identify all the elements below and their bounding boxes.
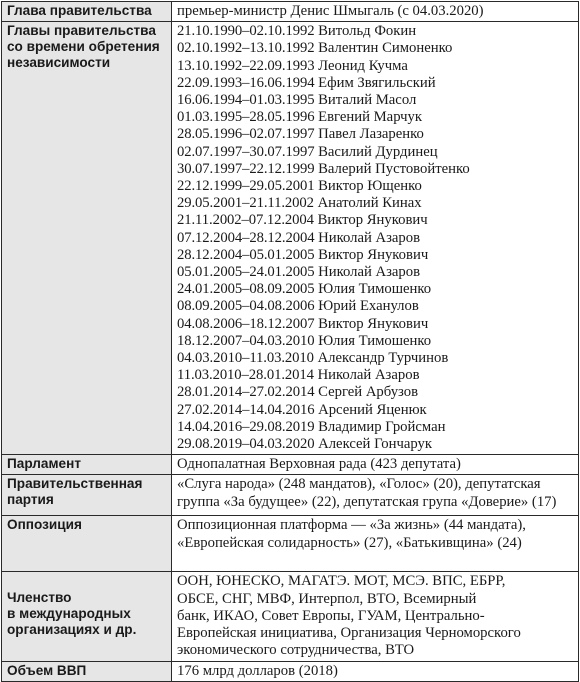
former-head-dates: 05.01.2005–24.01.2005: [177, 264, 315, 281]
former-head-item: [177, 402, 574, 419]
former-head-item: [177, 58, 574, 75]
former-head-item: [177, 367, 574, 384]
former-head-item: [177, 161, 574, 178]
head-of-government-value: премьер-министр Денис Шмыгаль (с 04.03.2020): [172, 2, 579, 22]
former-head-name: Николай Азаров: [318, 229, 421, 246]
former-head-name: Василий Дурдинец: [318, 143, 438, 160]
former-head-item: [177, 316, 574, 333]
former-head-name: Валерий Пустовойтенко: [318, 160, 470, 177]
former-head-item: [177, 298, 574, 315]
former-head-item: [177, 230, 574, 247]
former-head-name: Николай Азаров: [318, 264, 421, 281]
former-head-item: [177, 144, 574, 161]
former-head-dates: 21.11.2002–07.12.2004: [177, 212, 314, 229]
former-head-dates: 08.09.2005–04.08.2006: [177, 298, 315, 315]
former-head-item: [177, 195, 574, 212]
former-head-item: [177, 247, 574, 264]
former-head-name: Евгений Марчук: [318, 109, 423, 126]
former-head-dates: 14.04.2016–29.08.2019: [177, 418, 315, 435]
former-head-dates: 29.08.2019–04.03.2020: [177, 436, 315, 453]
opposition-value: [172, 516, 579, 572]
ruling-party-label: [2, 475, 172, 516]
former-head-name: Виктор Янукович: [317, 212, 428, 229]
former-head-name: Анатолий Кинах: [317, 195, 422, 212]
former-head-name: Юлия Тимошенко: [318, 332, 432, 349]
former-head-name: Владимир Гройсман: [318, 418, 446, 435]
opposition-value-line: Оппозиционная платформа — «За жизнь» (44 мандата),: [177, 517, 526, 534]
gdp-label: Объем ВВП: [2, 661, 172, 681]
row-ruling-party: [2, 475, 579, 516]
former-head-dates: 28.12.2004–05.01.2005: [177, 246, 315, 263]
former-head-item: [177, 75, 574, 92]
ruling-party-label-line: партия: [7, 492, 54, 508]
former-head-item: [177, 333, 574, 350]
former-heads-label-line: независимости: [7, 55, 111, 71]
parliament-value: Однопалатная Верховная рада (423 депутата): [172, 455, 579, 475]
row-gdp: [2, 661, 579, 681]
former-head-name: Витольд Фокин: [318, 23, 417, 40]
former-head-dates: 11.03.2010–28.01.2014: [177, 367, 314, 384]
former-head-item: [177, 264, 574, 281]
former-head-dates: 29.05.2001–21.11.2002: [177, 195, 314, 212]
memberships-value-line: ОБСЕ, СНГ, МВФ, Интерпол, ВТО, Всемирный: [177, 590, 477, 607]
former-head-dates: 07.12.2004–28.12.2004: [177, 229, 315, 246]
former-head-name: Сергей Арбузов: [318, 384, 419, 401]
former-heads-label: [2, 22, 172, 455]
former-head-name: Николай Азаров: [317, 367, 420, 384]
ruling-party-label-line: Правительственная: [7, 476, 143, 492]
former-head-item: [177, 350, 574, 367]
memberships-value: [172, 572, 579, 661]
ruling-party-value: [172, 475, 579, 516]
former-head-name: Виктор Янукович: [318, 315, 429, 332]
row-former-heads: [2, 22, 579, 455]
former-head-name: Арсений Яценюк: [318, 401, 427, 418]
former-head-dates: 16.06.1994–01.03.1995: [177, 92, 315, 109]
former-head-name: Виктор Янукович: [318, 246, 429, 263]
former-head-name: Виталий Масол: [318, 92, 417, 109]
former-head-dates: 04.03.2010–11.03.2010: [177, 350, 314, 367]
former-head-dates: 13.10.1992–22.09.1993: [177, 57, 315, 74]
opposition-label: Оппозиция: [2, 516, 172, 572]
former-heads-list: [172, 22, 579, 455]
memberships-value-line: ООН, ЮНЕСКО, МАГАТЭ. МОТ, МСЭ. ВПС, ЕБРР,: [177, 573, 506, 590]
memberships-label: [2, 572, 172, 661]
former-head-dates: 30.07.1997–22.12.1999: [177, 160, 315, 177]
former-head-item: [177, 281, 574, 298]
former-head-name: Юрий Еханулов: [318, 298, 419, 315]
former-head-item: [177, 384, 574, 401]
opposition-value-line: «Европейская солидарность» (27), «Батькивщина» (24): [177, 534, 522, 551]
former-head-item: [177, 92, 574, 109]
former-head-item: [177, 436, 574, 453]
former-head-dates: 22.12.1999–29.05.2001: [177, 178, 315, 195]
former-head-dates: 04.08.2006–18.12.2007: [177, 315, 315, 332]
former-head-dates: 21.10.1990–02.10.1992: [177, 23, 315, 40]
row-parliament: [2, 455, 579, 475]
former-head-dates: 24.01.2005–08.09.2005: [177, 281, 315, 298]
former-head-name: Ефим Звягильский: [318, 74, 436, 91]
former-head-dates: 01.03.1995–28.05.1996: [177, 109, 315, 126]
ruling-party-value-line: «Слуга народа» (248 мандатов), «Голос» (20), депутатская: [177, 476, 541, 493]
former-head-dates: 27.02.2014–14.04.2016: [177, 401, 315, 418]
row-head-of-government: [2, 2, 579, 22]
former-head-name: Алексей Гончарук: [318, 436, 433, 453]
memberships-value-line: банк, ИКАО, Совет Европы, ГУАМ, Центрально-: [177, 607, 485, 624]
former-head-name: Леонид Кучма: [318, 57, 408, 74]
memberships-value-line: экономического сотрудничества, ВТО: [177, 642, 415, 659]
country-info-table: [1, 1, 579, 682]
former-head-item: [177, 126, 574, 143]
former-heads-label-line: со времени обретения: [7, 39, 160, 55]
memberships-value-line: Европейская инициатива, Организация Черноморского: [177, 625, 521, 642]
former-head-item: [177, 23, 574, 40]
former-head-item: [177, 419, 574, 436]
memberships-label-line: организациях и др.: [7, 622, 137, 638]
former-head-item: [177, 212, 574, 229]
former-head-name: Виктор Ющенко: [318, 178, 422, 195]
former-head-name: Валентин Симоненко: [318, 40, 453, 57]
former-head-name: Павел Лазаренко: [318, 126, 424, 143]
former-head-name: Александр Турчинов: [317, 350, 449, 367]
ruling-party-value-line: группа «За будущее» (22), депутатская група «Доверие» (17): [177, 493, 557, 510]
former-head-item: [177, 109, 574, 126]
former-head-dates: 18.12.2007–04.03.2010: [177, 332, 315, 349]
former-head-dates: 02.10.1992–13.10.1992: [177, 40, 315, 57]
memberships-label-line: в международных: [7, 606, 131, 622]
memberships-label-line: Членство: [7, 590, 72, 606]
former-head-dates: 02.07.1997–30.07.1997: [177, 143, 315, 160]
head-of-government-label: Глава правительства: [2, 2, 172, 22]
former-heads-label-line: Главы правительства: [7, 23, 156, 39]
gdp-value: 176 млрд долларов (2018): [172, 661, 579, 681]
former-head-name: Юлия Тимошенко: [318, 281, 432, 298]
former-head-item: [177, 178, 574, 195]
former-head-dates: 28.05.1996–02.07.1997: [177, 126, 315, 143]
former-head-dates: 22.09.1993–16.06.1994: [177, 74, 315, 91]
row-memberships: [2, 572, 579, 661]
former-head-dates: 28.01.2014–27.02.2014: [177, 384, 315, 401]
parliament-label: Парламент: [2, 455, 172, 475]
row-opposition: [2, 516, 579, 572]
former-head-item: [177, 40, 574, 57]
